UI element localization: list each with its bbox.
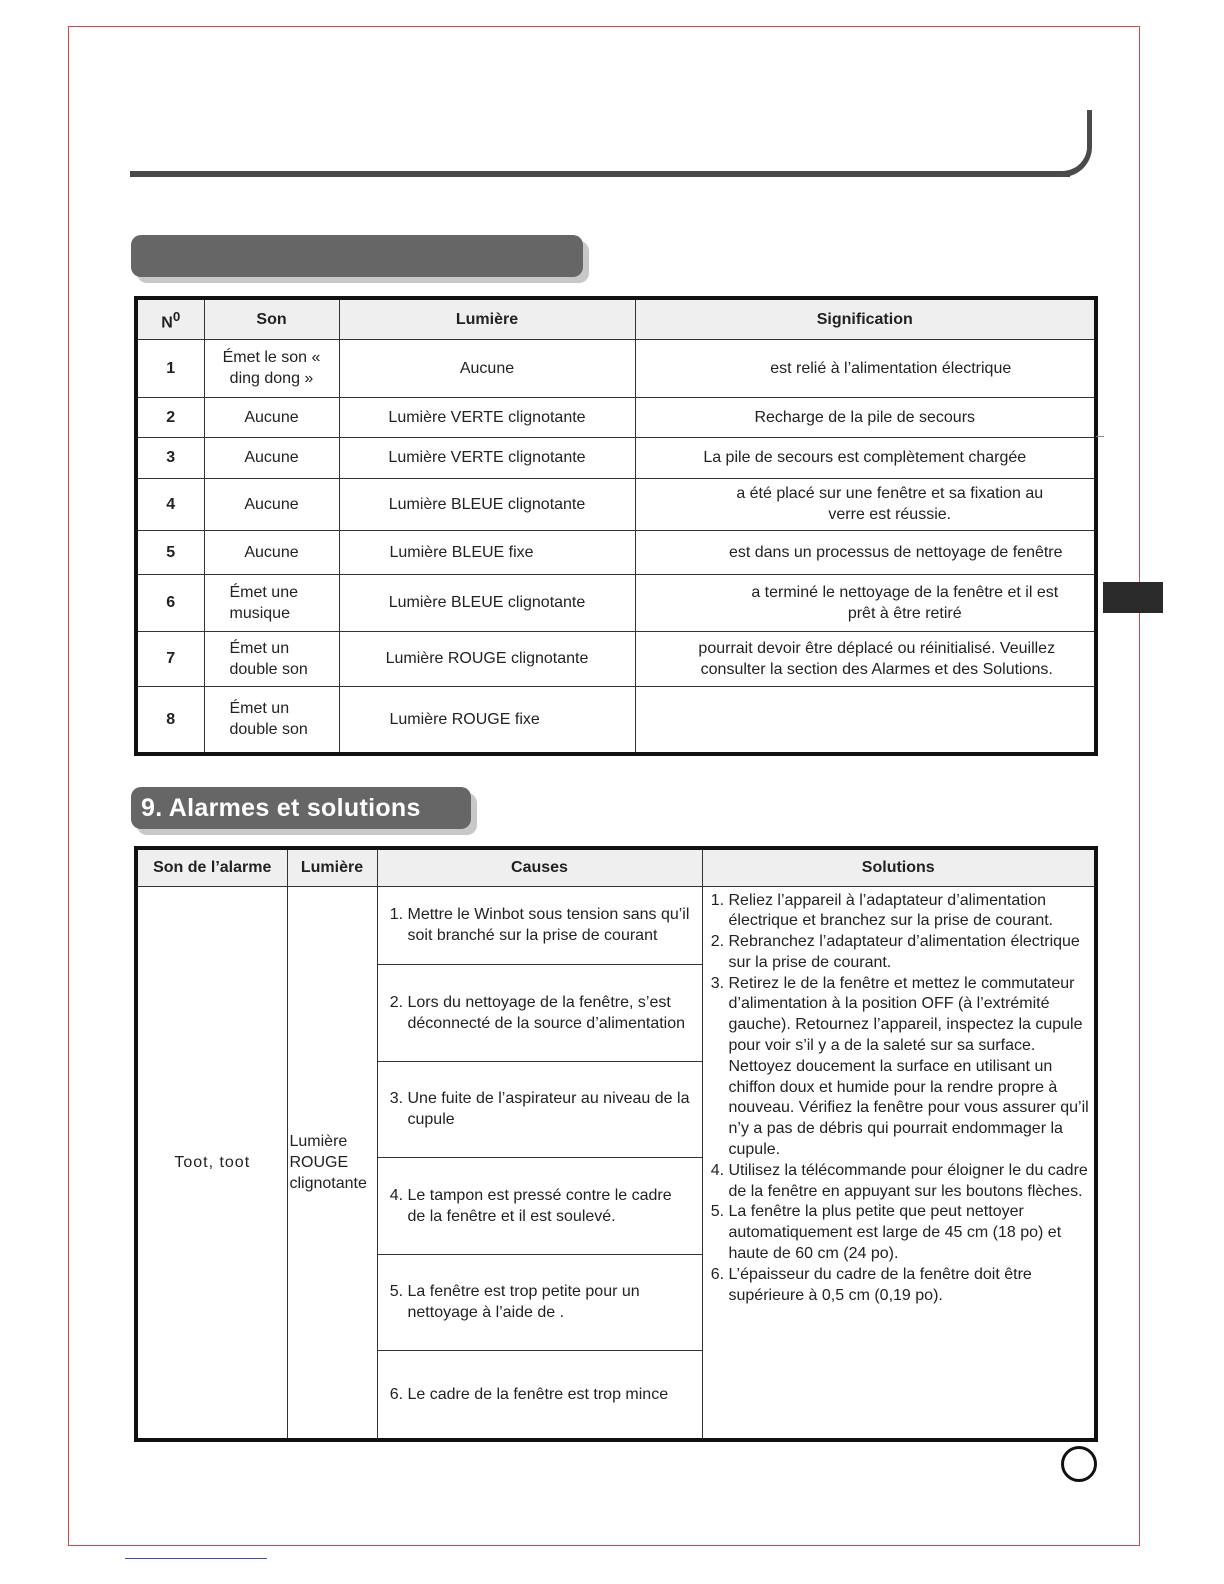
row-son: Émet un double son [204, 631, 339, 686]
row-son: Aucune [204, 397, 339, 437]
row-number: 2 [136, 397, 204, 437]
row-son: Aucune [204, 478, 339, 530]
solution-item: 2. Rebranchez l’adaptateur d’alimentation électrique sur la prise de courant. [729, 932, 1093, 974]
table-row [136, 478, 1096, 530]
margin-tick [1096, 436, 1104, 437]
row-son: Aucune [204, 437, 339, 478]
solution-item: 5. La fenêtre la plus petite que peut nettoyer automatiquement est large de 45 cm (18 po) et haute de 60 cm (24 po). [729, 1202, 1093, 1264]
solutions-cell [702, 886, 1096, 1440]
header-alarm-sound: Son de l’alarme [136, 848, 287, 886]
table-header-row [136, 848, 1096, 886]
solution-item: 3. Retirez le de la fenêtre et mettez le commutateur d’alimentation à la position OFF (à l’extrémité gauche). Retournez l’appareil, inspectez la cupule pour voir s’il y a de la saleté sur sa surface. Nettoyez doucement la surface en utilisant un chiffon doux et humide pour la rendre propre à nouveau. Vérifiez la fenêtre pour vous assurer qu’il n’y a pas de débris qui pourrait endommager la cupule. [729, 974, 1093, 1161]
row-son: Aucune [204, 530, 339, 574]
header-son: Son [204, 298, 339, 339]
page-number-circle [1061, 1446, 1097, 1482]
table-row [136, 574, 1096, 631]
solution-item: 4. Utilisez la télécommande pour éloigner le du cadre de la fenêtre en appuyant sur les boutons flèches. [729, 1161, 1093, 1203]
row-signification: Recharge de la pile de secours [635, 397, 1096, 437]
section-8-heading-bar [131, 235, 583, 277]
cause-item: 5. La fenêtre est trop petite pour un nettoyage à l’aide de . [377, 1254, 702, 1350]
row-son: Émet le son « ding dong » [204, 339, 339, 397]
row-son: Émet un double son [204, 686, 339, 754]
row-signification: a terminé le nettoyage de la fenêtre et il est prêt à être retiré [635, 574, 1096, 631]
row-lumiere: Lumière VERTE clignotante [339, 397, 635, 437]
row-lumiere: Aucune [339, 339, 635, 397]
header-rule [130, 171, 1070, 177]
solution-item: 1. Reliez l’appareil à l’adaptateur d’alimentation électrique et branchez sur la prise de courant. [729, 891, 1093, 933]
table-row [136, 339, 1096, 397]
row-son: Émet une musique [204, 574, 339, 631]
row-number: 3 [136, 437, 204, 478]
header-signification: Signification [635, 298, 1096, 339]
row-number: 4 [136, 478, 204, 530]
signals-table [134, 296, 1098, 756]
table-row [136, 530, 1096, 574]
header-causes: Causes [377, 848, 702, 886]
section-9-heading [131, 787, 471, 829]
row-lumiere: Lumière BLEUE fixe [339, 530, 635, 574]
row-lumiere: Lumière BLEUE clignotante [339, 574, 635, 631]
cause-item: 3. Une fuite de l’aspirateur au niveau de la cupule [377, 1061, 702, 1157]
table-row [136, 631, 1096, 686]
table-row [136, 437, 1096, 478]
row-lumiere: Lumière ROUGE fixe [339, 686, 635, 754]
chapter-tab [1103, 582, 1163, 613]
row-number: 1 [136, 339, 204, 397]
solutions-list [709, 891, 1093, 1307]
cause-item: 4. Le tampon est pressé contre le cadre de la fenêtre et il est soulevé. [377, 1157, 702, 1254]
footer-link-line [125, 1558, 267, 1559]
header-solutions: Solutions [702, 848, 1096, 886]
header-light: Lumière [287, 848, 377, 886]
section-9-title: 9. Alarmes et solutions [141, 794, 421, 822]
row-signification: La pile de secours est complètement chargée [635, 437, 1096, 478]
row-signification: est dans un processus de nettoyage de fenêtre [635, 530, 1096, 574]
row-number: 8 [136, 686, 204, 754]
row-lumiere: Lumière BLEUE clignotante [339, 478, 635, 530]
row-signification: est relié à l’alimentation électrique [635, 339, 1096, 397]
row-signification: a été placé sur une fenêtre et sa fixation au verre est réussie. [635, 478, 1096, 530]
row-number: 6 [136, 574, 204, 631]
table-header-row [136, 298, 1096, 339]
table-row [136, 886, 1096, 964]
row-number: 5 [136, 530, 204, 574]
row-number: 7 [136, 631, 204, 686]
cause-item: 1. Mettre le Winbot sous tension sans qu’il soit branché sur la prise de courant [377, 886, 702, 964]
table-row [136, 686, 1096, 754]
alarm-sound: Toot, toot [136, 886, 287, 1440]
row-signification [635, 686, 1096, 754]
table-row [136, 397, 1096, 437]
row-lumiere: Lumière ROUGE clignotante [339, 631, 635, 686]
cause-item: 6. Le cadre de la fenêtre est trop mince [377, 1350, 702, 1440]
cause-item: 2. Lors du nettoyage de la fenêtre, s’est déconnecté de la source d’alimentation [377, 964, 702, 1061]
header-lumiere: Lumière [339, 298, 635, 339]
row-lumiere: Lumière VERTE clignotante [339, 437, 635, 478]
solution-item: 6. L’épaisseur du cadre de la fenêtre doit être supérieure à 0,5 cm (0,19 po). [729, 1265, 1093, 1307]
alarms-table [134, 846, 1098, 1442]
row-signification: pourrait devoir être déplacé ou réinitialisé. Veuillez consulter la section des Alarmes et des Solutions. [635, 631, 1096, 686]
header-no: $N^0$ [136, 298, 204, 339]
alarm-light: Lumière ROUGE clignotante [287, 886, 377, 1440]
